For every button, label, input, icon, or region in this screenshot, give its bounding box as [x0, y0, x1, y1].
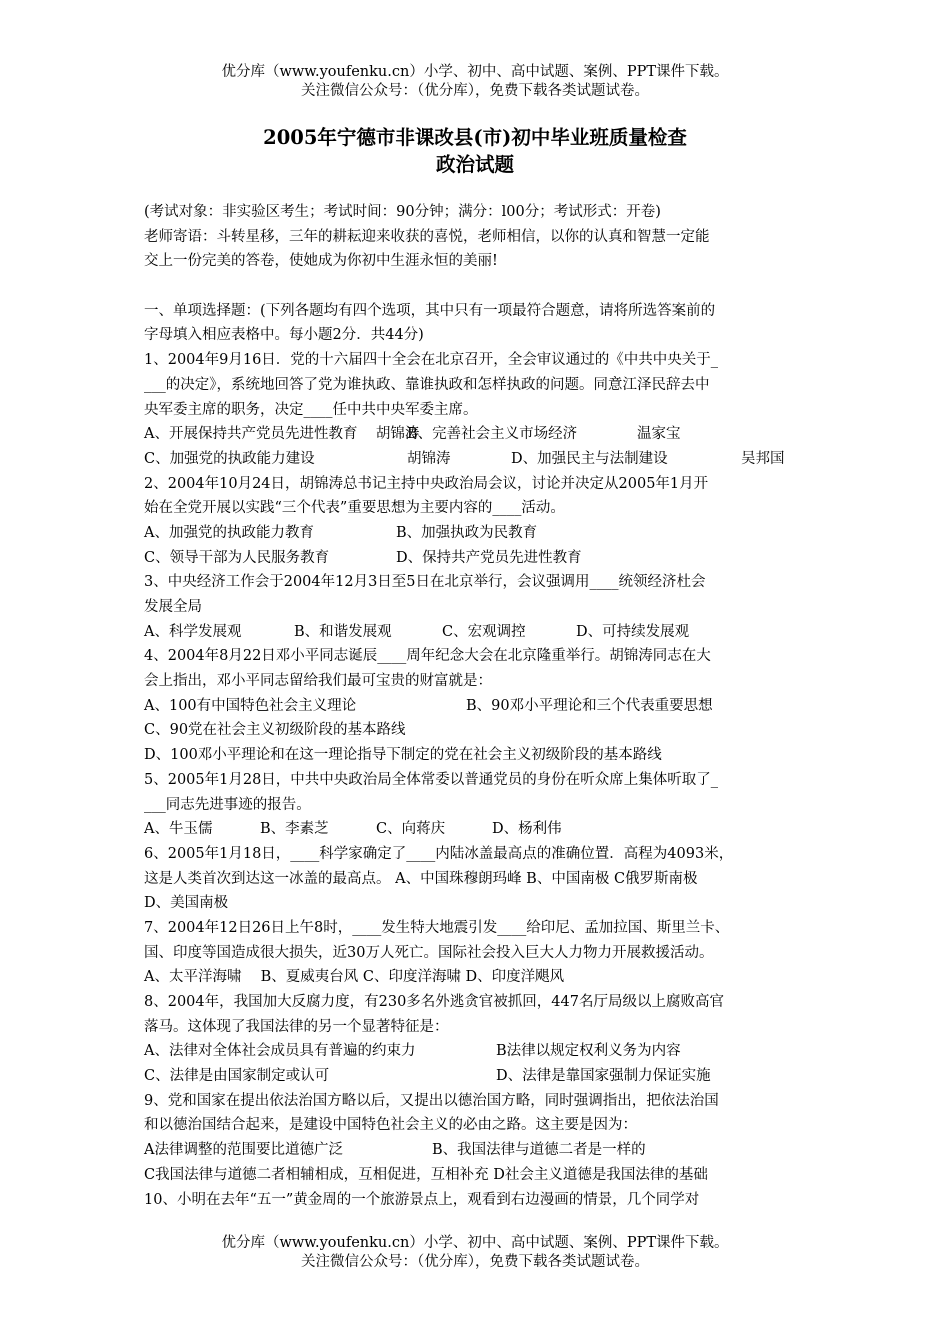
question-8-line-1: 8、2004年，我国加大反腐力度，有230多名外逃贪官被抓回，447名厅局级以上腐败高官 — [144, 994, 724, 1010]
question-10-line-1: 10、小明在去年“五一”黄金周的一个旅游景点上，观看到右边漫画的情景，几个同学对 — [144, 1191, 700, 1208]
q4-option-a: A、100有中国特色社会主义理论 — [144, 697, 357, 714]
question-3-options — [144, 620, 812, 645]
question-5-options — [144, 817, 812, 842]
q1-option-a-person: 胡锦涛 — [375, 426, 420, 443]
question-6-line-3: D、美国南极 — [144, 895, 229, 912]
q1-option-b: B、完善社会主义市场经济 — [407, 426, 578, 443]
q1-option-d: D、加强民主与法制建设 — [511, 450, 668, 467]
q8-option-c: C、法律是由国家制定或认可 — [144, 1068, 330, 1085]
question-6-line-1: 6、2005年1月18日，____科学家确定了____内陆冰盖最高点的准确位置．高程为4093米， — [144, 845, 734, 862]
footer-line-1: 优分库（www.youfenku.cn）小学、初中、高中试题、案例、PPT课件下载。 — [221, 1235, 729, 1251]
header-line-2: 关注微信公众号：（优分库），免费下载各类试题试卷。 — [301, 83, 649, 99]
teacher-message-line-1: 老师寄语：斗转星移，三年的耕耘迎来收获的喜悦，老师相信，以你的认真和智慧一定能 — [144, 228, 710, 245]
question-1-line-3: 央军委主席的职务，决定____任中共中央军委主席。 — [144, 401, 478, 418]
q3-option-a: A、科学发展观 — [144, 623, 242, 640]
question-6-line-2: 这是人类首次到达这一冰盖的最高点。 A、中国珠穆朗玛峰 B、中国南极 C俄罗斯南极 — [144, 870, 698, 887]
question-2-options-cd — [144, 546, 812, 571]
question-7-line-2: 国、印度等国造成很大损失，近30万人死亡。国际社会投入巨大人力物力开展救援活动。 — [144, 944, 714, 961]
q1-option-c-person: 胡锦涛 — [407, 450, 451, 467]
q5-option-c: C、向蒋庆 — [376, 821, 446, 838]
question-2-options-ab — [144, 521, 812, 546]
question-1-line-2: ___的决定》，系统地回答了党为谁执政、靠谁执政和怎样执政的问题。同意江泽民辞去中 — [144, 376, 710, 393]
q3-option-b: B、和谐发展观 — [294, 623, 392, 640]
question-3-line-2: 发展全局 — [144, 599, 202, 615]
exam-body — [144, 200, 812, 1212]
q8-option-a: A、法律对全体社会成员具有普遍的约束力 — [144, 1043, 416, 1060]
page-subtitle: 政治试题 — [435, 153, 514, 176]
question-9-options-ab — [144, 1138, 812, 1163]
q8-option-d: D、法律是靠国家强制力保证实施 — [496, 1068, 711, 1085]
q1-option-d-person: 吴邦国 — [741, 450, 785, 467]
question-4-line-2: 会上指出，邓小平同志留给我们最可宝贵的财富就是： — [144, 673, 492, 690]
question-8-options-cd — [144, 1064, 812, 1089]
q2-option-d: D、保持共产党员先进性教育 — [396, 549, 582, 566]
header-line-1: 优分库（www.youfenku.cn）小学、初中、高中试题、案例、PPT课件下载。 — [221, 64, 729, 80]
q2-option-c: C、领导干部为人民服务教育 — [144, 549, 330, 566]
question-1-options-ab — [144, 422, 812, 447]
page-title: 2005年宁德市非课改县(市)初中毕业班质量检查 — [263, 126, 687, 149]
question-7-options: A、太平洋海啸 B、夏威夷台风 C、印度洋海啸 D、印度洋飓风 — [144, 969, 565, 986]
question-9-options-cd: C我国法律与道德二者相辅相成，互相促进，互相补充 D社会主义道德是我国法律的基础 — [144, 1166, 708, 1183]
question-1-options-cd — [144, 447, 812, 472]
q4-option-c: C、90党在社会主义初级阶段的基本路线 — [144, 722, 406, 739]
question-2-line-1: 2、2004年10月24日，胡锦涛总书记主持中央政治局会议，讨论并决定从2005年1月开 — [144, 475, 709, 492]
q5-option-d: D、杨利伟 — [492, 821, 562, 838]
question-5-line-1: 5、2005年1月28日，中共中央政治局全体常委以普通党员的身份在听众席上集体听取了_ — [144, 771, 719, 788]
q5-option-a: A、牛玉儒 — [144, 821, 213, 838]
question-4-line-1: 4、2004年8月22日邓小平同志诞辰____周年纪念大会在北京隆重举行。胡锦涛同志在大 — [144, 648, 711, 665]
question-8-line-2: 落马。这体现了我国法律的另一个显著特征是： — [144, 1018, 449, 1035]
q2-option-a: A、加强党的执政能力教育 — [144, 524, 314, 541]
q9-option-b: B、我国法律与道德二者是一样的 — [432, 1142, 646, 1159]
q4-option-b: B、90邓小平理论和三个代表重要思想 — [466, 697, 713, 714]
question-4-options-ab — [144, 694, 812, 719]
section-heading-line-1: 一、单项选择题：(下列各题均有四个选项，其中只有一项最符合题意，请将所选答案前的 — [144, 302, 716, 319]
question-2-line-2: 始在全党开展以实践“三个代表”重要思想为主要内容的____活动。 — [144, 500, 565, 517]
question-7-line-1: 7、2004年12日26日上午8时，____发生特大地震引发____给印尼、孟加拉国、斯里兰卡、 — [144, 919, 730, 936]
q3-option-c: C、宏观调控 — [442, 623, 526, 640]
question-9-line-2: 和以德治国结合起来，是建设中国特色社会主义的必由之路。这主要是因为： — [144, 1117, 637, 1134]
q4-option-d: D、100邓小平理论和在这一理论指导下制定的党在社会主义初级阶段的基本路线 — [144, 747, 662, 764]
exam-info: (考试对象：非实验区考生；考试时间：90分钟；满分：l00分；考试形式：开卷) — [144, 204, 661, 220]
teacher-message-line-2: 交上一份完美的答卷，使她成为你初中生涯永恒的美丽! — [144, 253, 498, 270]
q3-option-d: D、可持续发展观 — [576, 623, 690, 640]
section-heading-line-2: 字母填入相应表格中。每小题2分．共44分) — [144, 327, 424, 344]
q5-option-b: B、李素芝 — [260, 821, 329, 838]
q9-option-a: A法律调整的范围要比道德广泛 — [144, 1142, 343, 1159]
question-9-line-1: 9、党和国家在提出依法治国方略以后，又提出以德治国方略，同时强调指出，把依法治国 — [144, 1092, 719, 1109]
q8-option-b: B法律以规定权利义务为内容 — [496, 1043, 681, 1060]
q1-option-c: C、加强党的执政能力建设 — [144, 450, 315, 467]
question-1-line-1: 1、2004年9月16日．党的十六届四十全会在北京召开，全会审议通过的《中共中央关于_ — [144, 352, 719, 369]
question-8-options-ab — [144, 1039, 812, 1064]
q1-option-b-person: 温家宝 — [637, 426, 681, 443]
q2-option-b: B、加强执政为民教育 — [396, 524, 538, 541]
question-5-line-2: ___同志先进事迹的报告。 — [144, 796, 311, 813]
q1-option-a: A、开展保持共产党员先进性教育 — [144, 426, 358, 443]
footer-line-2: 关注微信公众号：（优分库），免费下载各类试题试卷。 — [301, 1254, 649, 1270]
question-3-line-1: 3、中央经济工作会于2004年12月3日至5日在北京举行，会议强调用____统领经济杜会 — [144, 574, 706, 591]
